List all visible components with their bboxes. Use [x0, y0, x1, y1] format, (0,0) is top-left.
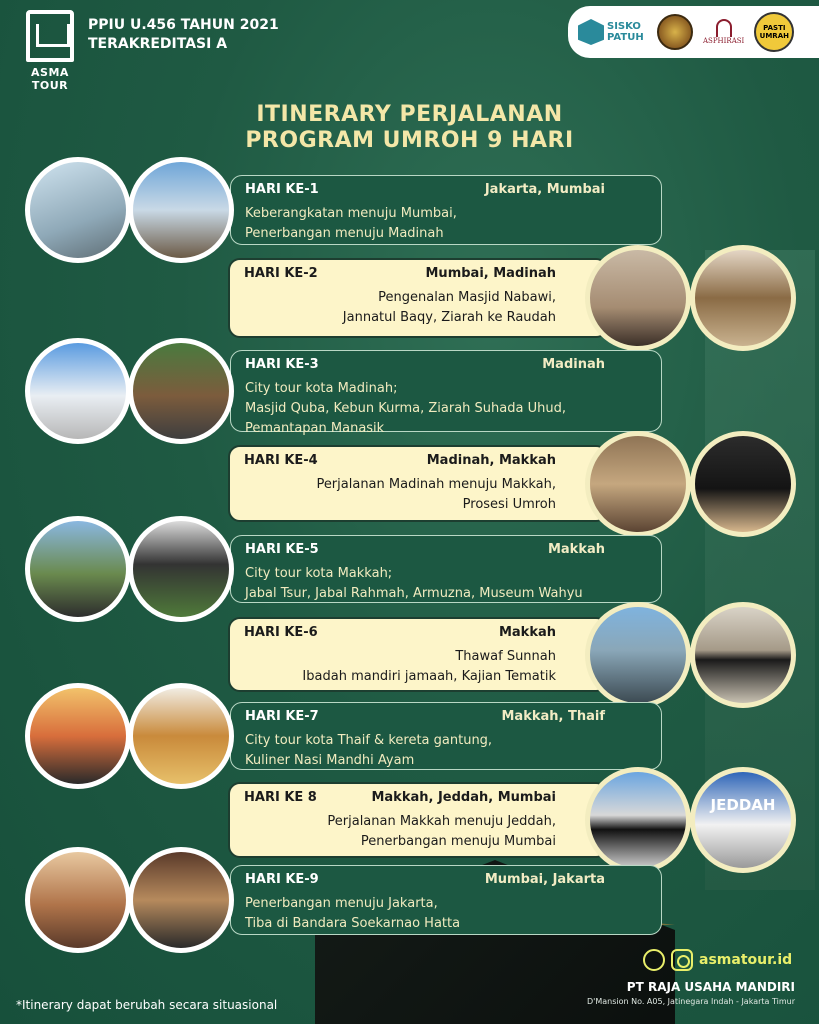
- day-description: [245, 204, 647, 244]
- day-8-photo-1: [585, 767, 691, 873]
- day-card-header: [245, 540, 605, 560]
- day-description: [244, 647, 556, 687]
- day-card-header: [245, 870, 605, 890]
- description-line: Pengenalan Masjid Nabawi,: [378, 290, 556, 305]
- day-route: Makkah, Thaif: [501, 709, 605, 724]
- description-line: Perjalanan Makkah menuju Jeddah,: [327, 814, 556, 829]
- day-route: Makkah, Jeddah, Mumbai: [371, 790, 556, 805]
- day-4-photo-1: [585, 431, 691, 537]
- instagram-icon[interactable]: [671, 949, 693, 971]
- description-line: Prosesi Umroh: [462, 497, 556, 512]
- day-route: Madinah: [542, 357, 605, 372]
- asphirasi-icon: [716, 19, 732, 37]
- description-line: Jannatul Baqy, Ziarah ke Raudah: [342, 310, 556, 325]
- day-description: [245, 894, 647, 934]
- day-description: [245, 564, 647, 604]
- license-text: PPIU U.456 TAHUN 2021: [88, 17, 279, 33]
- accreditation-text: TERAKREDITASI A: [88, 36, 228, 52]
- day-label: HARI KE 8: [244, 790, 317, 805]
- day-5-photo-1: [25, 516, 131, 622]
- day-5-photo-2: [128, 516, 234, 622]
- license-info: [88, 16, 279, 54]
- disclaimer-note: *Itinerary dapat berubah secara situasional: [16, 998, 278, 1012]
- day-card-header: [245, 180, 605, 200]
- description-line: Masjid Quba, Kebun Kurma, Ziarah Suhada Uhud,: [245, 401, 566, 416]
- day-card-header: [244, 264, 556, 284]
- day-card-7: [230, 702, 662, 770]
- day-card-5: [230, 535, 662, 603]
- day-route: Madinah, Makkah: [426, 453, 556, 468]
- day-card-header: [245, 707, 605, 727]
- description-line: City tour kota Thaif & kereta gantung,: [245, 733, 493, 748]
- day-card-6: [228, 617, 608, 692]
- day-1-photo-2: [128, 157, 234, 263]
- description-line: Penerbangan menuju Mumbai: [360, 834, 556, 849]
- description-line: Thawaf Sunnah: [455, 649, 556, 664]
- day-1-photo-1: [25, 157, 131, 263]
- day-description: [244, 475, 556, 515]
- day-6-photo-1: [585, 602, 691, 708]
- asma-tour-logo: [22, 10, 78, 92]
- day-description: [245, 731, 647, 771]
- social-handle[interactable]: asmatour.id: [699, 952, 793, 968]
- sisko-shield-icon: [578, 19, 604, 45]
- page-title: [0, 102, 819, 154]
- day-card-9: [230, 865, 662, 935]
- description-line: Kuliner Nasi Mandhi Ayam: [245, 753, 415, 768]
- description-line: Tiba di Bandara Soekarnao Hatta: [245, 916, 461, 931]
- day-card-8: [228, 782, 608, 858]
- day-2-photo-2: [690, 245, 796, 351]
- day-9-photo-2: [128, 847, 234, 953]
- sisko-patuh-text: SISKO PATUH: [607, 21, 644, 43]
- day-7-photo-1: [25, 683, 131, 789]
- partner-logos: [568, 6, 819, 58]
- pasti-umrah-logo: PASTI UMRAH: [754, 12, 794, 52]
- description-line: Keberangkatan menuju Mumbai,: [245, 206, 457, 221]
- day-card-header: [244, 788, 556, 808]
- day-3-photo-1: [25, 338, 131, 444]
- description-line: City tour kota Madinah;: [245, 381, 398, 396]
- day-route: Makkah: [547, 542, 605, 557]
- day-8-photo-2: [690, 767, 796, 873]
- day-label: HARI KE-2: [244, 266, 318, 281]
- asphirasi-logo: [703, 19, 744, 45]
- company-info: [587, 980, 795, 1006]
- day-card-4: [228, 445, 608, 522]
- day-card-1: [230, 175, 662, 245]
- asphirasi-text: ASPHIRASI: [703, 37, 745, 45]
- day-3-photo-2: [128, 338, 234, 444]
- day-card-header: [244, 451, 556, 471]
- title-line-1: ITINERARY PERJALANAN: [256, 102, 563, 127]
- social-links: [643, 949, 792, 971]
- day-card-header: [245, 355, 605, 375]
- title-line-2: PROGRAM UMROH 9 HARI: [245, 128, 574, 153]
- logo-mark-icon: [26, 10, 74, 62]
- day-label: HARI KE-9: [245, 872, 319, 887]
- day-label: HARI KE-6: [244, 625, 318, 640]
- sisko-patuh-logo: [578, 19, 647, 45]
- day-label: HARI KE-5: [245, 542, 319, 557]
- day-7-photo-2: [128, 683, 234, 789]
- jeddah-sign-text: JEDDAH: [710, 796, 776, 814]
- day-2-photo-1: [585, 245, 691, 351]
- company-address: D'Mansion No. A05, Jatinegara Indah - Jakarta Timur: [586, 997, 795, 1006]
- company-name: PT RAJA USAHA MANDIRI: [626, 980, 795, 994]
- day-description: [245, 379, 647, 439]
- day-description: [244, 288, 556, 328]
- day-label: HARI KE-1: [245, 182, 319, 197]
- day-card-header: [244, 623, 556, 643]
- description-line: Penerbangan menuju Jakarta,: [245, 896, 438, 911]
- description-line: Perjalanan Madinah menuju Makkah,: [316, 477, 556, 492]
- day-route: Mumbai, Madinah: [425, 266, 556, 281]
- day-6-photo-2: [690, 602, 796, 708]
- description-line: Pemantapan Manasik: [245, 421, 385, 436]
- day-9-photo-1: [25, 847, 131, 953]
- day-4-photo-2: [690, 431, 796, 537]
- kemenag-seal-icon: [657, 14, 693, 50]
- description-line: Penerbangan menuju Madinah: [245, 226, 444, 241]
- day-label: HARI KE-4: [244, 453, 318, 468]
- description-line: City tour kota Makkah;: [245, 566, 393, 581]
- day-card-3: [230, 350, 662, 436]
- day-route: Mumbai, Jakarta: [484, 872, 605, 887]
- day-card-2: [228, 258, 608, 338]
- day-label: HARI KE-7: [245, 709, 319, 724]
- globe-icon[interactable]: [643, 949, 665, 971]
- day-label: HARI KE-3: [245, 357, 319, 372]
- brand-name: ASMA TOUR: [31, 66, 69, 92]
- day-route: Makkah: [498, 625, 556, 640]
- description-line: Jabal Tsur, Jabal Rahmah, Armuzna, Museum Wahyu: [245, 586, 583, 601]
- day-description: [244, 812, 556, 852]
- description-line: Ibadah mandiri jamaah, Kajian Tematik: [302, 669, 556, 684]
- day-route: Jakarta, Mumbai: [484, 182, 605, 197]
